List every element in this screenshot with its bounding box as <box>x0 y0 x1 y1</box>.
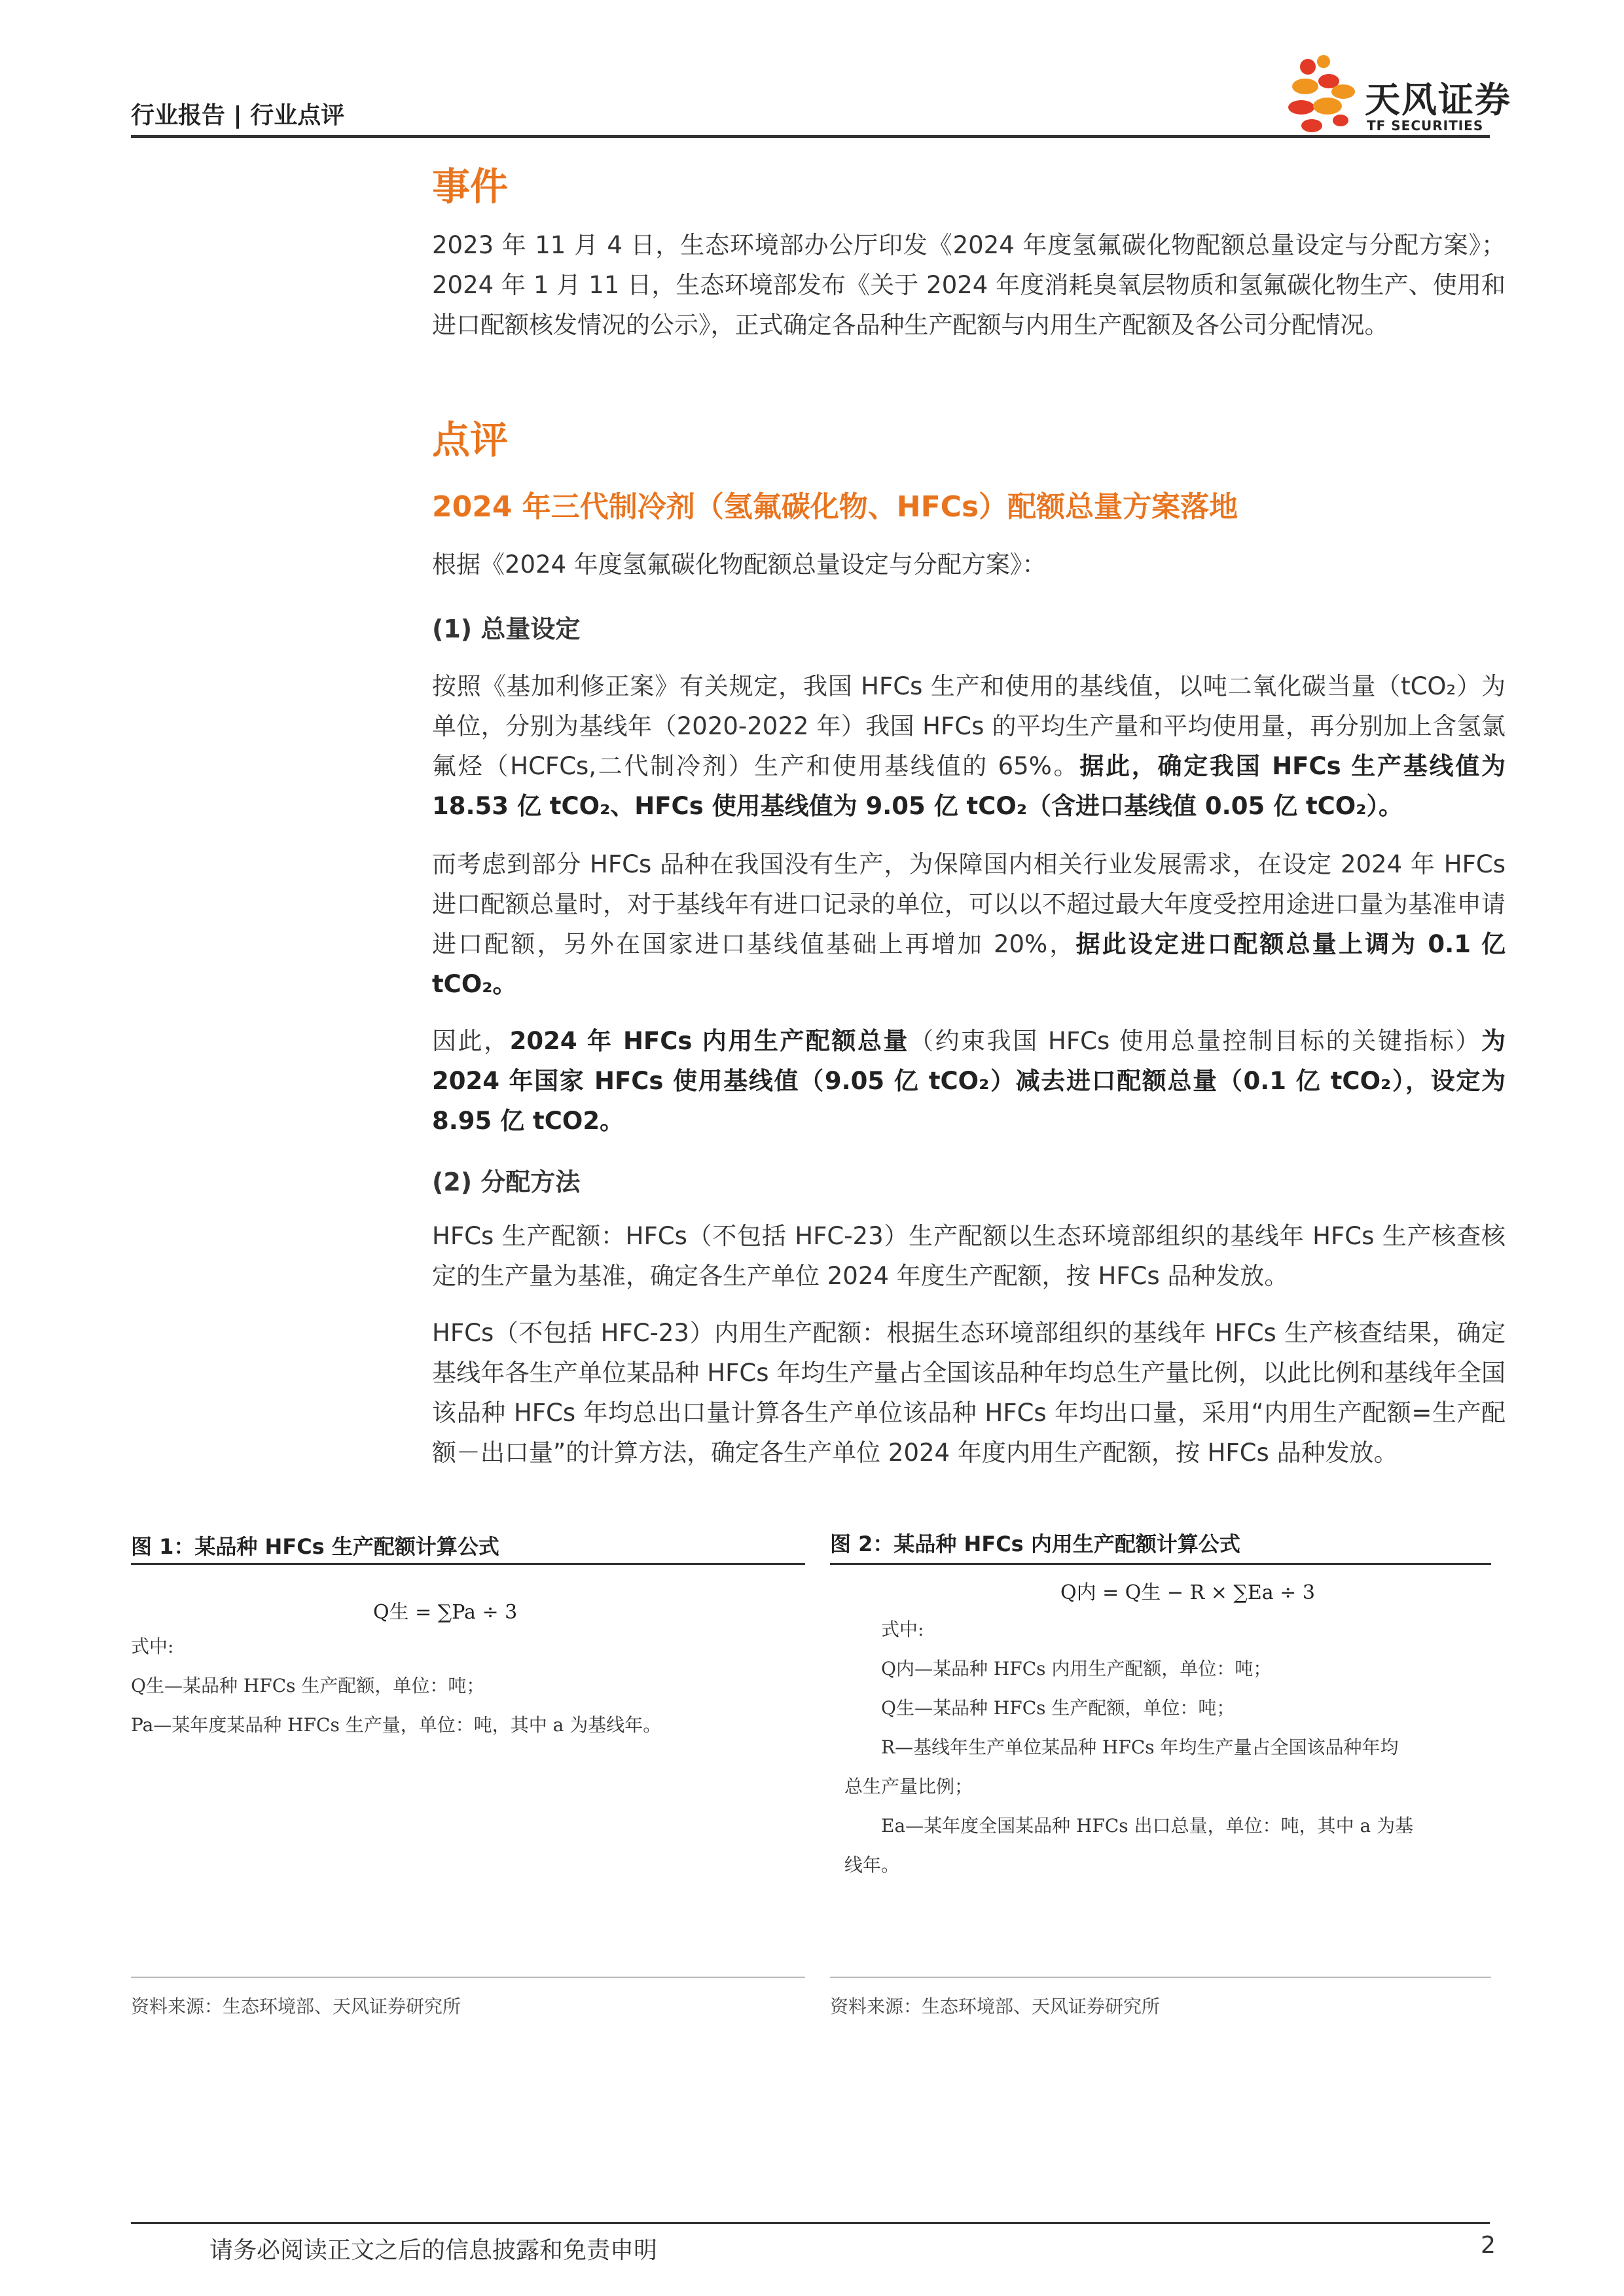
fig2-legend-line: Ea—某年度全国某品种 HFCs 出口总量，单位：吨，其中 a 为基 <box>881 1815 1414 1837</box>
import-quota-conclusion: 据此设定进口配额总量上调为 0.1 亿 tCO₂。 <box>432 930 1506 998</box>
fig2-legend-line: 线年。 <box>844 1854 900 1876</box>
fig1-legend-line: Pa—某年度某品种 HFCs 生产量，单位：吨，其中 a 为基线年。 <box>131 1714 662 1736</box>
fig2-legend-line: R—基线年生产单位某品种 HFCs 年均生产量占全国该品种年均 <box>881 1736 1399 1758</box>
domestic-production-quota-paragraph: HFCs（不包括 HFC-23）内用生产配额：根据生态环境部组织的基线年 HFCs 生产核查结果，确定基线年各生产单位某品种 HFCs 年均生产量占全国该品种年均总生产量比例，以此比例和基线年全国该品种 HFCs 年均总出口量计算各生产单位该品种 HFCs 年均出口量，采用“内用生产配额=生产配额－出口量”的计算方法，确定各生产单位 2024 年度内用生产配额，按 HFCs 品种发放。 <box>432 1319 1506 1467</box>
fig1-legend <box>131 1627 799 1745</box>
fig2-formula: Q内 = Q生 − R × ∑Ea ÷ 3 <box>1060 1581 1315 1604</box>
comment-subheading: 2024 年三代制冷剂（氢氟碳化物、HFCs）配额总量方案落地 <box>432 490 1238 524</box>
fig2-legend-line: Q内—某品种 HFCs 内用生产配额，单位：吨； <box>881 1658 1272 1679</box>
section-allocation-title: (2) 分配方法 <box>432 1168 581 1196</box>
event-heading: 事件 <box>432 164 509 209</box>
total-setting-text: 按照《基加利修正案》有关规定，我国 HFCs 生产和使用的基线值，以吨二氧化碳当量（tCO₂）为单位，分别为基线年（2020-2022 年）我国 HFCs 的平均生产量和平均使用量，再分别加上含氢氯氟烃（HCFCs,二代制冷剂）生产和使用基线值的 65%。 <box>432 672 1506 780</box>
intro-paragraph: 根据《2024 年度氢氟碳化物配额总量设定与分配方案》： <box>432 550 1047 579</box>
domestic-quota-subject: 2024 年 HFCs 内用生产配额总量 <box>509 1027 910 1055</box>
import-quota-text: 而考虑到部分 HFCs 品种在我国没有生产，为保障国内相关行业发展需求，在设定 2024 年 HFCs 进口配额总量时，对于基线年有进口记录的单位，可以以不超过最大年度受控用途进口量为基准申请进口配额，另外在国家进口基线值基础上再增加 20%， <box>432 850 1506 958</box>
production-quota-paragraph: HFCs 生产配额：HFCs（不包括 HFC-23）生产配额以生态环境部组织的基线年 HFCs 生产核查核定的生产量为基准，确定各生产单位 2024 年度生产配额，按 HFCs 品种发放。 <box>432 1222 1506 1290</box>
logo-text-cn: 天风证券 <box>1365 79 1511 120</box>
import-quota-paragraph <box>432 844 1506 1004</box>
fig1-formula: Q生 = ∑Pa ÷ 3 <box>373 1601 518 1624</box>
fig2-top-rule <box>830 1563 1491 1565</box>
flower-logo-icon <box>1283 52 1362 144</box>
fig1-source: 资料来源：生态环境部、天风证券研究所 <box>131 1996 461 2017</box>
fig2-legend-line: 总生产量比例； <box>844 1776 973 1797</box>
footer-divider <box>131 2222 1490 2224</box>
header-category: 行业报告 | 行业点评 <box>131 102 345 129</box>
domestic-quota-lead: 因此， <box>432 1027 510 1055</box>
fig2-bottom-rule <box>830 1977 1491 1978</box>
fig1-legend-line: Q生—某品种 HFCs 生产配额，单位：吨； <box>131 1675 485 1696</box>
fig1-legend-line: 式中: <box>131 1636 174 1657</box>
total-setting-conclusion: 据此，确定我国 HFCs 生产基线值为 18.53 亿 tCO₂、HFCs 使用基线值为 9.05 亿 tCO₂（含进口基线值 0.05 亿 tCO₂）。 <box>432 752 1506 820</box>
fig2-legend <box>844 1610 1492 1885</box>
event-paragraph: 2023 年 11 月 4 日，生态环境部办公厅印发《2024 年度氢氟碳化物配额总量设定与分配方案》；2024 年 1 月 11 日，生态环境部发布《关于 2024 年度消耗臭氧层物质和氢氟碳化物生产、使用和进口配额核发情况的公示》，正式确定各品种生产配额与内用生产配额及各公司分配情况。 <box>432 231 1506 339</box>
fig1-title: 图 1：某品种 HFCs 生产配额计算公式 <box>131 1534 499 1559</box>
total-setting-paragraph <box>432 666 1506 826</box>
fig1-bottom-rule <box>131 1977 805 1978</box>
footer-disclaimer: 请务必阅读正文之后的信息披露和免责申明 <box>209 2237 658 2264</box>
domestic-quota-note: （约束我国 HFCs 使用总量控制目标的关键指标） <box>909 1027 1482 1055</box>
fig2-legend-line: 式中: <box>881 1619 924 1640</box>
page-number: 2 <box>1481 2232 1496 2259</box>
fig2-title: 图 2：某品种 HFCs 内用生产配额计算公式 <box>830 1532 1240 1556</box>
logo-text-en: TF SECURITIES <box>1367 118 1484 134</box>
fig1-top-rule <box>131 1563 805 1565</box>
comment-heading: 点评 <box>432 418 509 462</box>
fig2-source: 资料来源：生态环境部、天风证券研究所 <box>830 1996 1161 2017</box>
domestic-quota-conclusion: 为 2024 年国家 HFCs 使用基线值（9.05 亿 tCO₂）减去进口配额总量（0.1 亿 tCO₂），设定为 8.95 亿 tCO2。 <box>432 1027 1506 1135</box>
section-total-title: (1) 总量设定 <box>432 615 581 643</box>
fig2-legend-line: Q生—某品种 HFCs 生产配额，单位：吨； <box>881 1697 1235 1719</box>
domestic-quota-paragraph <box>432 1021 1506 1141</box>
